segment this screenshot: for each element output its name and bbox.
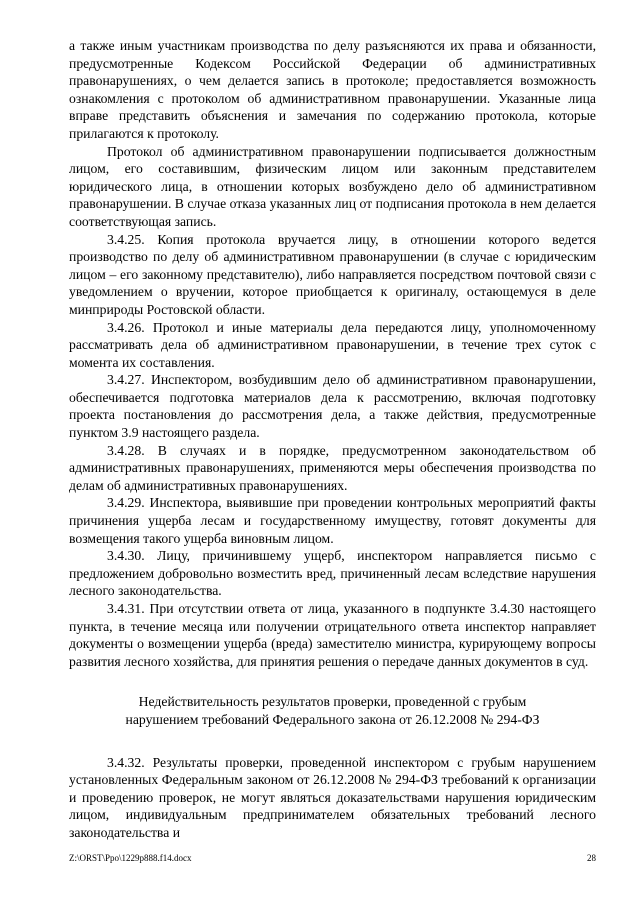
- paragraph-continuation: а также иным участникам производства по делу разъясняются их права и обязанности, предусмотренные Кодексом Российской Федерации об административных правонарушениях, о чем делается запись в протоколе; предоставляется возможность ознакомления с протоколом об административном правонарушении. Указанные лица вправе представить объяснения и замечания по содержанию протокола, которые прилагаются к протоколу.: [69, 38, 596, 141]
- paragraph-3-4-28: 3.4.28. В случаях и в порядке, предусмотренном законодательством об административных правонарушениях, применяются меры обеспечения производства по делам об административных правонарушениях.: [69, 442, 596, 493]
- paragraph-3-4-29: 3.4.29. Инспектора, выявившие при проведении контрольных мероприятий факты причинения ущерба лесам и государственному имуществу, готовят документы для возмещения такого ущерба виновным лицом.: [69, 495, 596, 546]
- footer-file-path: Z:\ORST\Ppo\1229p888.f14.docx: [69, 853, 192, 863]
- page-footer: [69, 853, 596, 863]
- footer-page-number: 28: [587, 853, 596, 863]
- paragraph-3-4-26: 3.4.26. Протокол и иные материалы дела передаются лицу, уполномоченному рассматривать дела об административном правонарушении, в течение трех суток с момента их составления.: [69, 319, 596, 370]
- section-heading: [69, 693, 596, 728]
- paragraph-3-4-31: 3.4.31. При отсутствии ответа от лица, указанного в подпункте 3.4.30 настоящего пункта, в течение месяца или получении отрицательного ответа инспектор направляет документы о возмещении ущерба (вреда) заместителю министра, курирующему вопросы развития лесного хозяйства, для принятия решения о передаче данных документов в суд.: [69, 601, 596, 669]
- document-body: [69, 37, 596, 842]
- paragraph-protocol-signing: Протокол об административном правонарушении подписывается должностным лицом, его составившим, физическим лицом или законным представителем юридического лица, в отношении которых возбуждено дело об административном правонарушении. В случае отказа указанных лиц от подписания протокола в нем делается соответствующая запись.: [69, 143, 596, 229]
- section-heading-line-2: нарушением требований Федерального закона от 26.12.2008 № 294-ФЗ: [125, 711, 540, 727]
- section-heading-line-1: Недействительность результатов проверки, проведенной с грубым: [138, 694, 527, 710]
- paragraph-3-4-30: 3.4.30. Лицу, причинившему ущерб, инспектором направляется письмо с предложением добровольно возместить вред, причиненный лесам вследствие нарушения лесного законодательства.: [69, 548, 596, 599]
- paragraph-3-4-32: 3.4.32. Результаты проверки, проведенной инспектором с грубым нарушением установленных Федеральным законом от 26.12.2008 № 294-ФЗ требований к организации и проведению проверок, не могут являться доказательствами нарушения юридическим лицом, индивидуальным предпринимателем обязательных требований лесного законодательства и: [69, 754, 596, 840]
- paragraph-3-4-25: 3.4.25. Копия протокола вручается лицу, в отношении которого ведется производство по делу об административном правонарушении (в случае с юридическим лицом – его законному представителю), либо направляется посредством почтовой связи с уведомлением о вручении, которое приобщается к оригиналу, остающемуся в деле минприроды Ростовской области.: [69, 231, 596, 317]
- paragraph-3-4-27: 3.4.27. Инспектором, возбудившим дело об административном правонарушении, обеспечивается подготовка материалов дела к рассмотрению, включая подготовку проекта постановления до рассмотрения дела, а также действия, предусмотренные пунктом 3.9 настоящего раздела.: [69, 372, 596, 441]
